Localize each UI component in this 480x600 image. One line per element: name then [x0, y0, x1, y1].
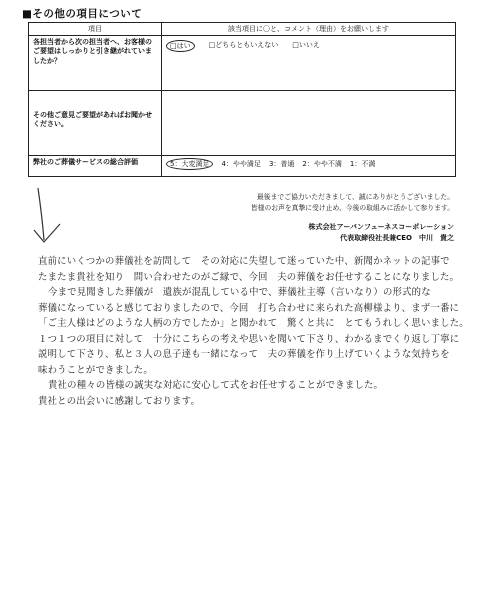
overall-ratings	[166, 158, 451, 170]
question-handover-text: 各担当者から次の担当者へ、お客様のご要望はしっかりと引き継がれていましたか？	[33, 38, 152, 65]
question-overall-text: 弊社のご葬儀サービスの総合評価	[33, 158, 138, 166]
company-name: 株式会社アーバンフューネスコーポレーション	[308, 223, 454, 231]
handwritten-line: １つ１つの項目に対して 十分にこちらの考えや思いを聞いて下さり、わかるまでくり返し丁寧に	[38, 333, 460, 345]
answer-overall	[162, 156, 456, 177]
down-arrow-icon	[30, 186, 70, 248]
question-comments	[29, 91, 162, 156]
closing-line-1: 最後までご協力いただきまして、誠にありがとうございました。	[257, 193, 454, 201]
handover-option[interactable]: □どちらともいえない	[208, 41, 279, 49]
table-header-row	[29, 23, 456, 36]
handwritten-line: 貴社との出会いに感謝しております。	[38, 395, 201, 407]
table-row-handover	[29, 36, 456, 91]
handover-options	[166, 40, 451, 52]
overall-rating-option[interactable]: 1：不満	[349, 160, 376, 168]
closing-message	[134, 192, 454, 214]
handwritten-line: 葬儀になっていると感じておりましたので、今回 打ち合わせに来られた高柳様より、まず一番に	[38, 302, 460, 314]
handover-option[interactable]: □いいえ	[292, 41, 320, 49]
question-overall	[29, 156, 162, 177]
handwritten-line: 説明して下さり、私と３人の息子達も一緒になって 夫の葬儀を作り上げていくような気持ちを	[38, 349, 450, 360]
overall-rating-option[interactable]: 5：大変満足	[166, 158, 213, 170]
section-title: ■その他の項目について	[22, 8, 143, 20]
table-row-comments	[29, 91, 456, 156]
question-handover	[29, 36, 162, 91]
overall-rating-option[interactable]: 2：やや不満	[302, 160, 342, 168]
header-item: 項目	[29, 23, 162, 36]
handwritten-line: 直前にいくつかの葬儀社を訪問して その対応に失望して迷っていた中、新聞かネットの記事で	[38, 256, 450, 267]
answer-comments[interactable]	[162, 91, 456, 156]
answer-handover	[162, 36, 456, 91]
company-signature: 代表取締役社長兼CEO 中川 貴之	[340, 233, 454, 242]
handwritten-line: 「ご主人様はどのような人柄の方でしたか」と聞かれて 驚くと共に とてもうれしく思いました。	[38, 318, 469, 329]
table-row-overall	[29, 156, 456, 177]
handover-option[interactable]: □はい	[166, 40, 195, 52]
handwritten-line: 貴社の種々の皆様の誠実な対応に安心して式をお任せすることができました。	[48, 380, 384, 391]
survey-table	[28, 22, 456, 177]
header-answer: 該当項目に〇と、コメント（理由）をお願いします	[162, 23, 456, 36]
handwritten-line: 今まで見聞きした葬儀が 遺族が混乱している中で、葬儀社主導（言いなり）の形式的な	[48, 287, 431, 298]
closing-line-2: 皆様のお声を真摯に受け止め、今後の取組みに活かして参ります。	[250, 203, 454, 212]
handwritten-line: たまたま貴社を知り 問い合わせたのがご縁で、今回 夫の葬儀をお任せすることになりました。	[38, 271, 460, 283]
company-block	[309, 222, 454, 243]
handwritten-comment	[38, 254, 469, 409]
question-comments-text: その他ご意見ご要望があればお聞かせください。	[33, 111, 152, 129]
handwritten-line: 味わうことができました。	[38, 364, 153, 376]
overall-rating-option[interactable]: 4：やや満足	[221, 160, 261, 168]
overall-rating-option[interactable]: 3：普通	[268, 160, 295, 168]
